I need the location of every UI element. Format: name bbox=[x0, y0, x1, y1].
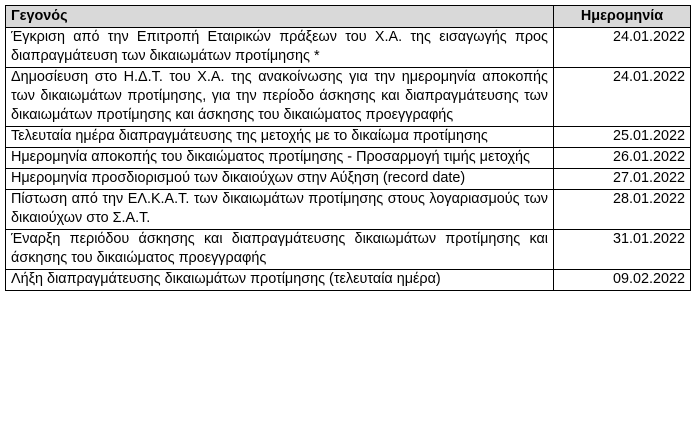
event-cell: Ημερομηνία αποκοπής του δικαιώματος προτίμησης - Προσαρμογή τιμής μετοχής bbox=[6, 148, 554, 169]
events-timetable bbox=[5, 5, 691, 291]
table-row bbox=[6, 190, 691, 230]
date-cell: 25.01.2022 bbox=[554, 127, 691, 148]
event-cell: Ημερομηνία προσδιορισμού των δικαιούχων στην Αύξηση (record date) bbox=[6, 169, 554, 190]
date-cell: 31.01.2022 bbox=[554, 230, 691, 270]
event-cell: Δημοσίευση στο Η.Δ.Τ. του Χ.Α. της ανακοίνωσης για την ημερομηνία αποκοπής των δικαιωμάτων προτίμησης, για την περίοδο άσκησης και διαπραγμάτευσης των δικαιωμάτων προτίμησης και άσκησης του δικαιώματος προεγγραφής bbox=[6, 68, 554, 127]
header-row bbox=[6, 6, 691, 28]
table-row bbox=[6, 28, 691, 68]
date-cell: 24.01.2022 bbox=[554, 28, 691, 68]
table-row bbox=[6, 68, 691, 127]
table-row bbox=[6, 169, 691, 190]
table-row bbox=[6, 127, 691, 148]
table-row bbox=[6, 230, 691, 270]
event-cell: Έγκριση από την Επιτροπή Εταιρικών πράξεων του Χ.Α. της εισαγωγής προς διαπραγμάτευση των δικαιωμάτων προτίμησης * bbox=[6, 28, 554, 68]
timetable-container bbox=[5, 5, 695, 291]
event-column-header: Γεγονός bbox=[6, 6, 554, 28]
date-cell: 09.02.2022 bbox=[554, 270, 691, 291]
event-cell: Πίστωση από την ΕΛ.Κ.Α.Τ. των δικαιωμάτων προτίμησης στους λογαριασμούς των δικαιούχων στο Σ.Α.Τ. bbox=[6, 190, 554, 230]
event-cell: Έναρξη περιόδου άσκησης και διαπραγμάτευσης δικαιωμάτων προτίμησης και άσκησης του δικαιώματος προεγγραφής bbox=[6, 230, 554, 270]
date-cell: 28.01.2022 bbox=[554, 190, 691, 230]
date-column-header: Ημερομηνία bbox=[554, 6, 691, 28]
date-cell: 24.01.2022 bbox=[554, 68, 691, 127]
table-row bbox=[6, 148, 691, 169]
event-cell: Λήξη διαπραγμάτευσης δικαιωμάτων προτίμησης (τελευταία ημέρα) bbox=[6, 270, 554, 291]
date-cell: 26.01.2022 bbox=[554, 148, 691, 169]
event-cell: Τελευταία ημέρα διαπραγμάτευσης της μετοχής με το δικαίωμα προτίμησης bbox=[6, 127, 554, 148]
table-row bbox=[6, 270, 691, 291]
date-cell: 27.01.2022 bbox=[554, 169, 691, 190]
